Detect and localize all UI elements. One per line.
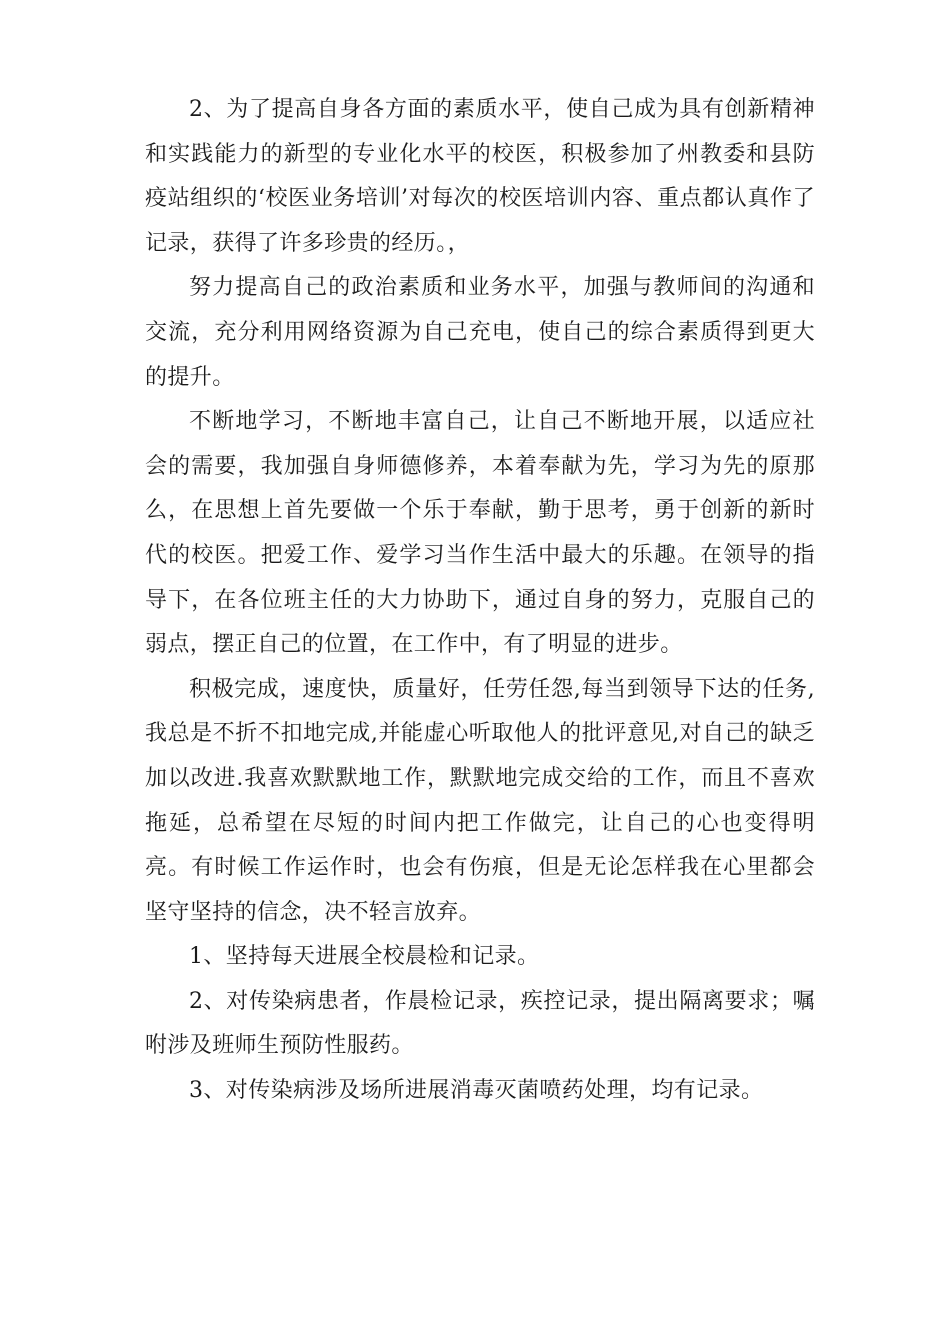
- list-item-morning-check: 1、坚持每天进展全校晨检和记录。: [189, 944, 540, 970]
- paragraph-continuous-learning: 不断地学习，不断地丰富自己，让自己不断地开展，以适应社会的需要，我加强自身师德修养，本着奉献为先，学习为先的原那么，在思想上首先要做一个乐于奉献，勤于思考，勇于创新的新时代的校医。把爱工作、爱学习当作生活中最大的乐趣。在领导的指导下，在各位班主任的大力协助下，通过自身的努力，克服自己的弱点，摆正自己的位置，在工作中，有了明显的进步。: [145, 409, 815, 658]
- list-item-infectious-patients: 2、对传染病患者，作晨检记录，疾控记录，提出隔离要求；嘱咐涉及班师生预防性服药。: [145, 988, 815, 1059]
- document-body: [145, 88, 815, 1114]
- paragraph-training: 2、为了提高自身各方面的素质水平，使自己成为具有创新精神和实践能力的新型的专业化水平的校医，积极参加了州教委和县防疫站组织的‘校医业务培训’对每次的校医培训内容、重点都认真作了记录，获得了许多珍贵的经历。，: [145, 97, 815, 256]
- list-item-disinfection: 3、对传染病涉及场所进展消毒灭菌喷药处理，均有记录。: [189, 1078, 764, 1104]
- paragraph-political-quality: 努力提高自己的政治素质和业务水平，加强与教师间的沟通和交流，充分利用网络资源为自己充电，使自己的综合素质得到更大的提升。: [145, 275, 815, 390]
- paragraph-task-completion: 积极完成，速度快，质量好，任劳任怨,每当到领导下达的任务,我总是不折不扣地完成,并能虚心听取他人的批评意见,对自己的缺乏加以改进.我喜欢默默地工作，默默地完成交给的工作，而且不喜欢拖延，总希望在尽短的时间内把工作做完，让自己的心也变得明亮。有时候工作运作时，也会有伤痕，但是无论怎样我在心里都会坚守坚持的信念，决不轻言放弃。: [145, 676, 815, 925]
